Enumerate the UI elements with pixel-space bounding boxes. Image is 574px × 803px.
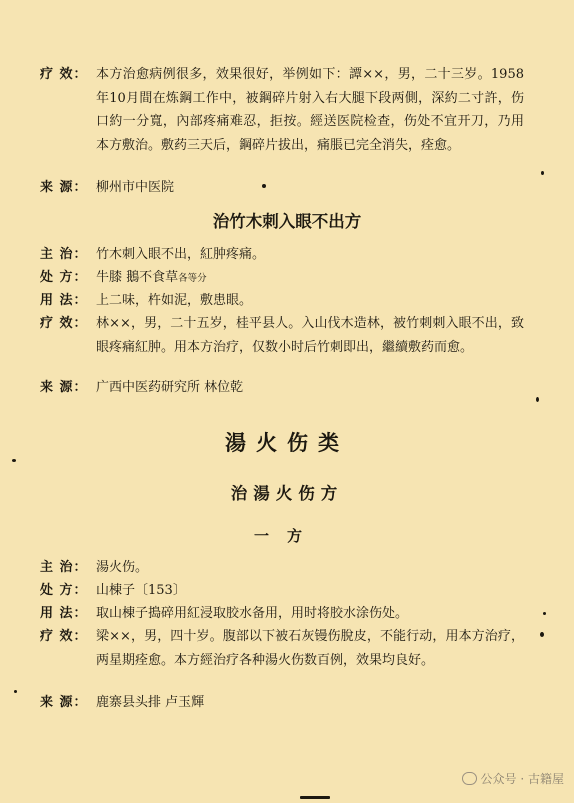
prescription-note: 各等分 (178, 273, 207, 284)
prescription-label: 处 方： (40, 270, 88, 285)
bamboo-prescription (40, 266, 540, 291)
category-title: 湯火伤类 (225, 430, 349, 455)
source-label: 来 源： (40, 180, 88, 195)
ink-speck (262, 184, 266, 188)
ink-speck (543, 612, 546, 615)
prescription-text: 山棟子〔153〕 (96, 583, 186, 598)
efficacy-text: 林××，男，二十五岁，桂平县人。入山伐木造林，被竹刺刺入眼不出，致眼疼痛紅肿。用本方治疗，仅数小时后竹刺即出，繼續敷药而愈。 (96, 316, 524, 355)
prescription-label: 处 方： (40, 583, 88, 598)
prev-source (40, 176, 540, 200)
burn-source (40, 691, 540, 715)
burn-prescription (40, 579, 540, 603)
indication-text: 竹木刺入眼不出，紅肿疼痛。 (96, 247, 266, 262)
recipe-number: 一方 (253, 527, 320, 545)
burn-efficacy (40, 625, 540, 672)
bamboo-usage (40, 289, 540, 313)
bamboo-source (40, 376, 540, 400)
ink-speck (536, 397, 539, 402)
prescription-herbs: 牛膝 鵝不食草 (96, 270, 179, 285)
burn-usage (40, 602, 540, 626)
indication-label: 主 治： (40, 247, 88, 262)
efficacy-label: 疗 效： (40, 629, 88, 644)
prev-efficacy (40, 63, 540, 157)
category-subtitle: 治湯火伤方 (230, 484, 344, 503)
source-text: 鹿寨县头排 卢玉輝 (96, 695, 205, 710)
usage-label: 用 法： (40, 293, 88, 308)
usage-label: 用 法： (40, 606, 88, 621)
source-label: 来 源： (40, 695, 88, 710)
ink-speck (14, 690, 17, 693)
prescription-text (96, 266, 524, 291)
ink-speck (12, 459, 16, 462)
recipe-title-bamboo: 治竹木刺入眼不出方 (212, 212, 362, 231)
ink-speck (540, 632, 544, 637)
watermark (462, 768, 564, 792)
usage-text: 上二味，杵如泥，敷患眼。 (96, 293, 253, 308)
ink-speck (541, 171, 544, 175)
burn-indication (40, 556, 540, 580)
indication-text: 湯火伤。 (96, 560, 149, 575)
source-text: 广西中医药研究所 林位乾 (96, 380, 244, 395)
bamboo-indication (40, 243, 540, 267)
source-label: 来 源： (40, 380, 88, 395)
watermark-text: 公众号 · 古籍屋 (480, 771, 564, 786)
usage-text: 取山棟子搗碎用紅浸取胶水备用，用时将胶水涂伤处。 (96, 606, 409, 621)
efficacy-label: 疗 效： (40, 67, 88, 82)
efficacy-label: 疗 效： (40, 316, 88, 331)
wechat-icon (462, 772, 477, 785)
efficacy-text: 梁××，男，四十岁。腹部以下被石灰镘伤脫皮，不能行动，用本方治疗，两星期痊愈。本方經治疗各种湯火伤数百例，效果均良好。 (96, 629, 524, 668)
ink-speck (300, 796, 330, 799)
efficacy-text: 本方治愈病例很多，效果很好，举例如下：譚××，男，二十三岁。1958年10月間在炼鋼工作中，被鋼碎片射入右大腿下段两側，深約二寸許，伤口約一分寬，內部疼痛难忍，拒按。經送医院检查，伤处不宜开刀，乃用本方敷治。敷药三天后，鋼碎片拔出，痛脹已完全消失，痊愈。 (96, 67, 524, 153)
bamboo-efficacy (40, 312, 540, 359)
source-text: 柳州市中医院 (96, 180, 175, 195)
indication-label: 主 治： (40, 560, 88, 575)
